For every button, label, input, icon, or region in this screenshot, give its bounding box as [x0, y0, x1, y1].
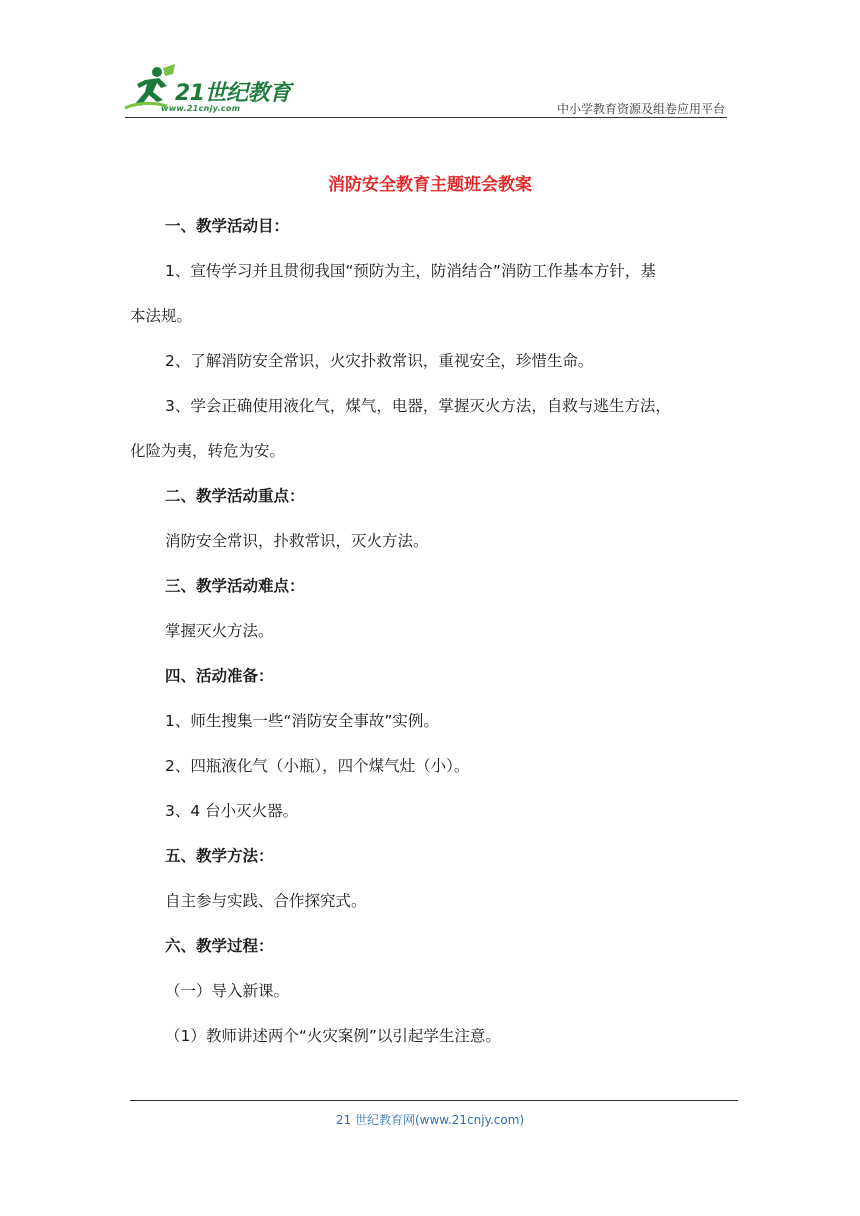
paragraph-process-2: （1）教师讲述两个“火灾案例”以引起学生注意。	[165, 1027, 501, 1045]
paragraph-preparation-3: 3、4 台小灭火器。	[165, 802, 299, 820]
site-logo[interactable]	[123, 62, 293, 118]
paragraph-objective-1b: 本法规。	[130, 307, 193, 325]
paragraph-focus: 消防安全常识，扑救常识，灭火方法。	[165, 532, 429, 550]
section-heading-process: 六、教学过程：	[165, 937, 274, 955]
paragraph-preparation-1: 1、师生搜集一些“消防安全事故”实例。	[165, 712, 439, 730]
document-title: 消防安全教育主题班会教案	[328, 175, 532, 195]
section-heading-focus: 二、教学活动重点：	[165, 487, 305, 505]
logo-wordmark: 21世纪教育	[175, 81, 291, 106]
section-heading-difficulty: 三、教学活动难点：	[165, 577, 305, 595]
section-heading-objectives: 一、教学活动目：	[165, 217, 290, 235]
paragraph-objective-3a: 3、学会正确使用液化气，煤气，电器，掌握灭火方法，自救与逃生方法，	[165, 397, 671, 415]
paragraph-objective-2: 2、了解消防安全常识，火灾扑救常识，重视安全，珍惜生命。	[165, 352, 594, 370]
footer-link[interactable]: 21 世纪教育网(www.21cnjy.com)	[335, 1113, 525, 1127]
paragraph-process-1: （一）导入新课。	[165, 982, 290, 1000]
paragraph-objective-3b: 化险为夷，转危为安。	[130, 442, 286, 460]
paragraph-method: 自主参与实践、合作探究式。	[165, 892, 367, 910]
paragraph-difficulty: 掌握灭火方法。	[165, 622, 274, 640]
header-tagline: 中小学教育资源及组卷应用平台	[556, 102, 725, 116]
footer-divider	[130, 1100, 738, 1101]
paragraph-objective-1a: 1、宣传学习并且贯彻我国“预防为主，防消结合”消防工作基本方针，基	[165, 262, 656, 280]
logo-url: www.21cnjy.com	[161, 104, 241, 113]
page-header	[123, 62, 727, 118]
section-heading-method: 五、教学方法：	[165, 847, 274, 865]
paragraph-preparation-2: 2、四瓶液化气（小瓶），四个煤气灶（小）。	[165, 757, 470, 775]
section-heading-preparation: 四、活动准备：	[165, 667, 274, 685]
header-divider	[125, 117, 727, 118]
